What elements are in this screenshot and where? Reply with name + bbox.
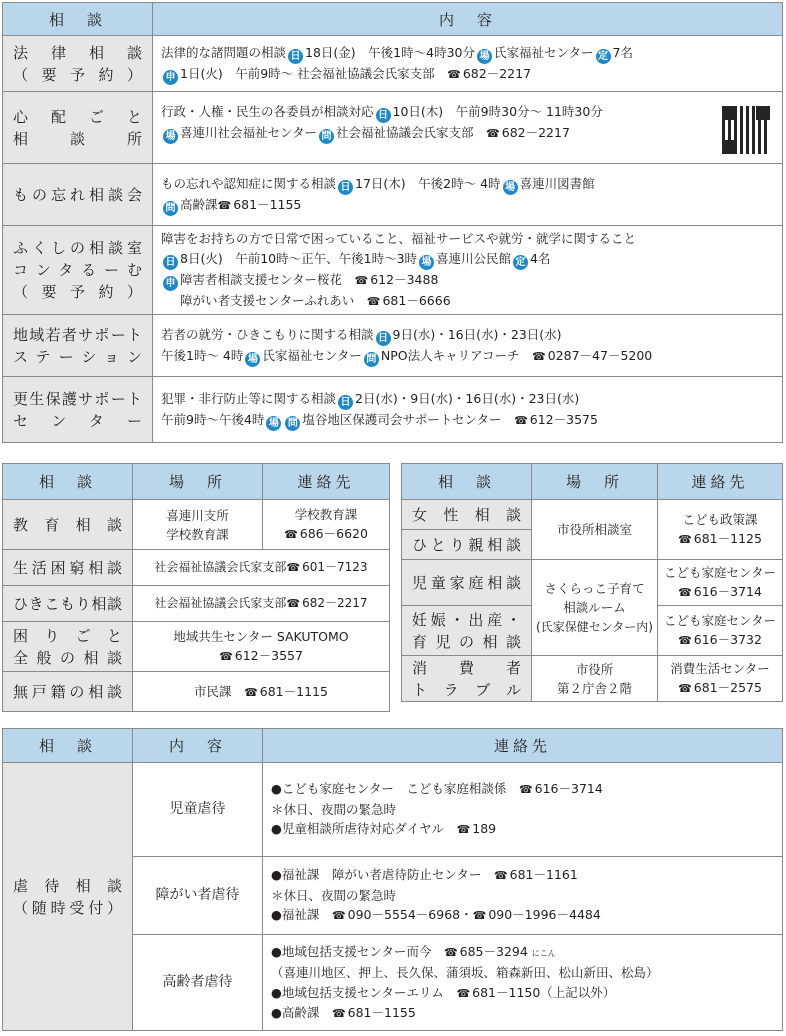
telephone-icon: ☎: [486, 126, 500, 140]
header-contact: 連絡先: [263, 464, 390, 500]
row-content-dementia: もの忘れや認知症に関する相談 日 17日(木) 午後2時～ 4時 場 喜連川図書館 問 高齢課☎ 681－1155: [153, 164, 783, 226]
row-content-welfare-room: 障害をお持ちの方で日常で困っていること、福祉サービスや就労・就学に関すること 日 8日(火) 午前10時～正午、午後1時～3時 場 喜連川公民館 定 4名 申 障害者相談支援センター桜花 ☎ 612－3488 障がい者支援センターふれあい ☎ 681－6666: [153, 226, 783, 315]
row-label-welfare-room: ふくしの相談室 コンタるーむ （要予約）: [3, 226, 153, 315]
telephone-icon: ☎: [244, 685, 258, 699]
telephone-icon: ☎: [443, 945, 458, 959]
row-label-hikikomori: ひきこもり相談: [3, 586, 133, 622]
contact-icon: 問: [285, 416, 300, 431]
header-contact: 連絡先: [658, 464, 783, 500]
education-contact: 学校教育課 ☎ 686－6620: [263, 500, 390, 550]
telephone-icon: ☎: [514, 413, 528, 427]
no-register-contact: 市民課 ☎ 681－1115: [133, 672, 390, 712]
elderly-abuse-type: 高齢者虐待: [133, 935, 263, 1031]
telephone-icon: ☎: [219, 650, 233, 663]
place-icon: 場: [245, 352, 260, 367]
fixed-icon: 定: [596, 49, 611, 64]
telephone-icon: ☎: [217, 198, 232, 212]
row-label-women: 女性相談: [402, 500, 532, 530]
telephone-icon: ☎: [678, 682, 692, 695]
telephone-icon: ☎: [493, 869, 508, 883]
telephone-icon: ☎: [331, 1007, 346, 1020]
hikikomori-contact: 社会福祉協議会氏家支部☎ 682－2217: [133, 586, 390, 622]
telephone-icon: ☎: [284, 528, 298, 541]
row-label-consumer: 消費者 トラブル: [402, 656, 532, 702]
education-place: 喜連川支所 学校教育課: [133, 500, 263, 550]
consultation-contacts-left: [2, 463, 390, 712]
telephone-icon: ☎: [447, 67, 461, 81]
row-label-worry: 心配ごと 相談所: [3, 92, 153, 164]
contact-icon: 問: [364, 352, 379, 367]
day-icon: 日: [376, 108, 391, 123]
telephone-icon: ☎: [518, 783, 533, 797]
poverty-contact: 社会福祉協議会氏家支部☎ 601－7123: [133, 550, 390, 586]
row-content-youth-support: 若者の就労・ひきこもりに関する相談 日 9日(水)・16日(水)・23日(水) 午後1時～ 4時 場 氏家福祉センター 問 NPO法人キャリアコーチ ☎ 0287－47－5200: [153, 315, 783, 377]
telephone-icon: ☎: [532, 349, 546, 363]
general-trouble-contact: 地域共生センター SAKUTOMO ☎ 612－3557: [133, 622, 390, 672]
place-icon: 場: [163, 129, 178, 144]
day-icon: 日: [376, 331, 391, 346]
child-family-contact: こども家庭センター ☎ 616－3714: [658, 560, 783, 606]
header-place: 場 所: [532, 464, 658, 500]
row-label-poverty: 生活困窮相談: [3, 550, 133, 586]
row-label-no-register: 無戸籍の相談: [3, 672, 133, 712]
header-consultation: 相 談: [3, 464, 133, 500]
row-label-pregnancy: 妊娠・出産・ 育児の相談: [402, 606, 532, 656]
day-icon: 日: [163, 255, 178, 270]
telephone-icon: ☎: [286, 597, 301, 610]
telephone-icon: ☎: [354, 273, 369, 287]
row-label-education: 教育相談: [3, 500, 133, 550]
row-content-legal: 法律的な諸問題の相談 日 18日(金) 午後1時～4時30分 場 氏家福祉センター 定 7名 申 1日(火) 午前9時～ 社会福祉協議会氏家支部 ☎ 682－2217: [153, 36, 783, 92]
disability-abuse-contacts: ●福祉課 障がい者虐待防止センター ☎ 681－1161 ＊休日、夜間の緊急時 ●福祉課 ☎ 090－5554－6968・☎ 090－1996－4484: [263, 857, 783, 935]
contact-icon: 問: [163, 201, 178, 216]
contact-icon: 問: [319, 129, 334, 144]
qr-code-icon[interactable]: [722, 106, 770, 154]
header-consultation: 相 談: [3, 3, 153, 36]
disability-abuse-type: 障がい者虐待: [133, 857, 263, 935]
telephone-icon: ☎: [472, 909, 487, 923]
row-label-dementia: もの忘れ相談会: [3, 164, 153, 226]
abuse-consultation-table: [2, 728, 783, 1031]
day-icon: 日: [338, 395, 353, 410]
place-icon: 場: [266, 416, 281, 431]
ruby-reading: にこん: [531, 948, 556, 958]
place-icon: 場: [477, 49, 492, 64]
row-label-abuse: 虐待相談 （随時受付）: [3, 763, 133, 1031]
place-icon: 場: [503, 180, 518, 195]
women-contact: こども政策課 ☎ 681－1125: [658, 500, 783, 560]
women-place: 市役所相談室: [532, 500, 658, 560]
row-content-worry: 行政・人権・民生の各委員が相談対応 日 10日(木) 午前9時30分～ 11時30分 場 喜連川社会福祉センター 問 社会福祉協議会氏家支部 ☎ 682－2217: [153, 92, 783, 164]
header-content: 内 容: [153, 3, 783, 36]
day-icon: 日: [338, 180, 353, 195]
day-icon: 日: [288, 49, 303, 64]
telephone-icon: ☎: [366, 294, 381, 308]
row-label-legal: 法律相談 （要予約）: [3, 36, 153, 92]
row-label-child-family: 児童家庭相談: [402, 560, 532, 606]
telephone-icon: ☎: [286, 561, 301, 574]
apply-icon: 申: [163, 276, 178, 291]
consumer-place: 市役所 第２庁舎２階: [532, 656, 658, 702]
row-label-single-parent: ひとり親相談: [402, 530, 532, 560]
header-contact: 連絡先: [263, 729, 783, 763]
row-label-general-trouble: 困りごと 全般の相談: [3, 622, 133, 672]
telephone-icon: ☎: [456, 823, 471, 837]
fixed-icon: 定: [513, 255, 528, 270]
elderly-abuse-contacts: ●地域包括支援センター而今 ☎ 685－3294 にこん （喜連川地区、押上、長久保、蒲須坂、箱森新田、松山新田、松島） ●地域包括支援センターエリム ☎ 681－1150（上記以外） ●高齢課 ☎ 681－1155: [263, 935, 783, 1031]
header-consultation: 相 談: [3, 729, 133, 763]
consultation-contacts-right: [401, 463, 783, 702]
consultation-schedule-table: [2, 2, 783, 443]
pregnancy-contact: こども家庭センター ☎ 616－3732: [658, 606, 783, 656]
row-content-rehabilitation: 犯罪・非行防止等に関する相談 日 2日(水)・9日(水)・16日(水)・23日(水) 午前9時～午後4時 場 問 塩谷地区保護司会サポートセンター ☎ 612－3575: [153, 377, 783, 443]
telephone-icon: ☎: [678, 634, 692, 647]
child-abuse-type: 児童虐待: [133, 763, 263, 857]
child-abuse-contacts: ●こども家庭センター こども家庭相談係 ☎ 616－3714 ＊休日、夜間の緊急時 ●児童相談所虐待対応ダイヤル ☎ 189: [263, 763, 783, 857]
row-label-youth-support: 地域若者サポート ステーション: [3, 315, 153, 377]
telephone-icon: ☎: [678, 586, 692, 599]
apply-icon: 申: [163, 70, 178, 85]
telephone-icon: ☎: [331, 909, 346, 923]
telephone-icon: ☎: [678, 533, 692, 546]
place-icon: 場: [419, 255, 434, 270]
header-content: 内 容: [133, 729, 263, 763]
header-consultation: 相 談: [402, 464, 532, 500]
telephone-icon: ☎: [456, 986, 471, 1000]
header-place: 場 所: [133, 464, 263, 500]
consumer-contact: 消費生活センター ☎ 681－2575: [658, 656, 783, 702]
child-family-place: さくらっこ子育て 相談ルーム (氏家保健センター内): [532, 560, 658, 656]
row-label-rehabilitation: 更生保護サポート センター: [3, 377, 153, 443]
